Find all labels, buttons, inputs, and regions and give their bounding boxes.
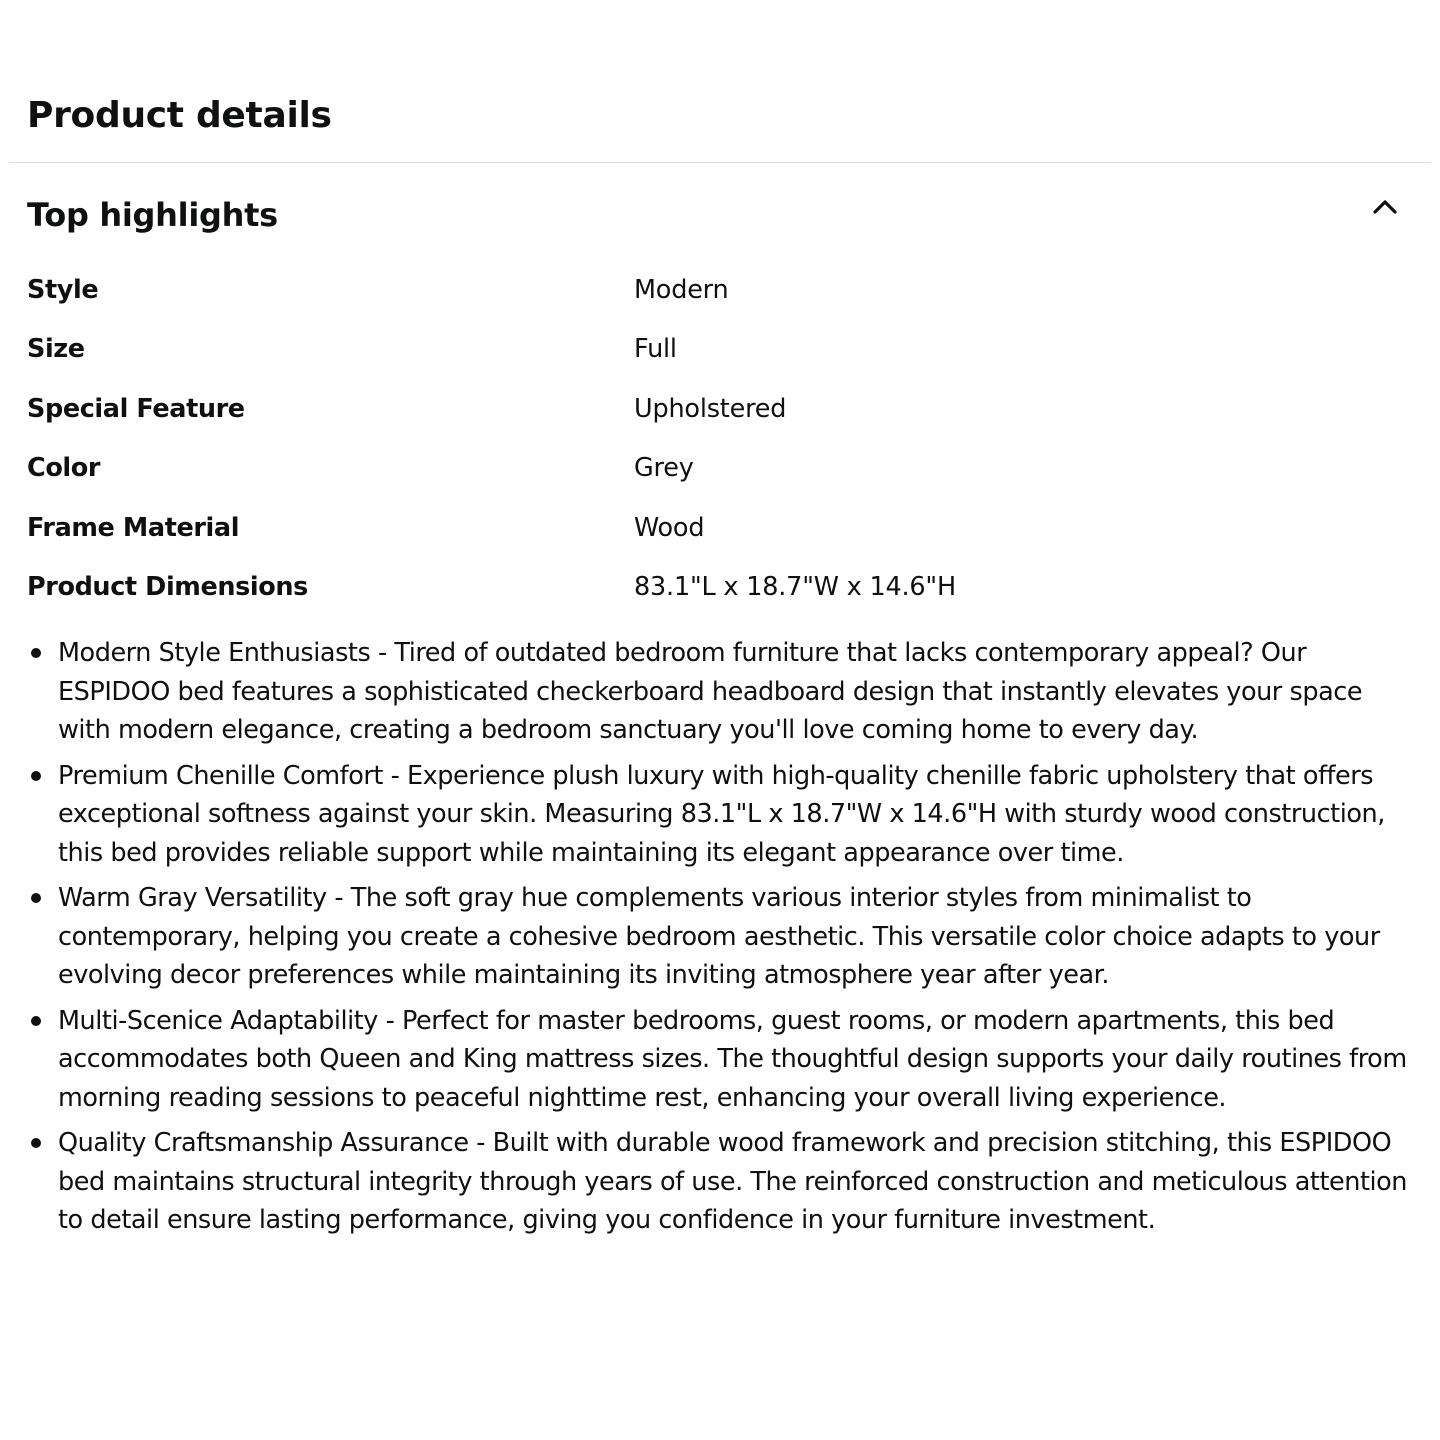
feature-bullet-text: Warm Gray Versatility - The soft gray hue complements various interior styles from minimalist to contemporary, helping you create a cohesive bedroom aesthetic. This versatile color choice adapts to your evolving decor preferences while maintaining its inviting atmosphere year after year. xyxy=(58,883,1380,990)
section-divider xyxy=(9,162,1431,163)
feature-bullet xyxy=(0,757,1415,873)
spec-row-frame-material xyxy=(27,500,1417,559)
bullet-dot-icon xyxy=(31,1016,41,1026)
feature-bullet-text: Quality Craftsmanship Assurance - Built with durable wood framework and precision stitching, this ESPIDOO bed maintains structural integrity through years of use. The reinforced construction and meticulous attention to detail ensure lasting performance, giving you confidence in your furniture investment. xyxy=(58,1128,1408,1235)
bullet-dot-icon xyxy=(31,771,41,781)
spec-label: Style xyxy=(27,275,99,305)
spec-value: Grey xyxy=(634,453,694,484)
spec-label: Frame Material xyxy=(27,512,240,543)
spec-label: Color xyxy=(27,453,101,484)
spec-label: Product Dimensions xyxy=(27,571,308,602)
feature-bullet-list xyxy=(0,634,1415,1247)
spec-value: Upholstered xyxy=(634,393,787,424)
spec-value: Modern xyxy=(634,275,729,305)
spec-row-color xyxy=(27,440,1417,499)
bullet-dot-icon xyxy=(31,893,41,903)
feature-bullet-text: Multi-Scenice Adaptability - Perfect for master bedrooms, guest rooms, or modern apartments, this bed accommodates both Queen and King mattress sizes. The thoughtful design supports your daily routines from morning reading sessions to peaceful nighttime rest, enhancing your overall living experience. xyxy=(58,1005,1407,1113)
feature-bullet xyxy=(0,1124,1415,1240)
spec-value: 83.1"L x 18.7"W x 14.6"H xyxy=(634,571,956,602)
feature-bullet-text: Modern Style Enthusiasts - Tired of outdated bedroom furniture that lacks contemporary appeal? Our ESPIDOO bed features a sophisticated checkerboard headboard design that instantly elevates your space with modern elegance, creating a bedroom sanctuary you'll love coming home to every day. xyxy=(58,638,1363,745)
spec-row-product-dimensions xyxy=(27,559,1417,618)
feature-bullet xyxy=(0,879,1415,995)
spec-value: Full xyxy=(634,334,677,365)
feature-bullet xyxy=(0,1002,1415,1118)
bullet-dot-icon xyxy=(31,648,41,658)
spec-value: Wood xyxy=(634,512,705,543)
feature-bullet-text: Premium Chenille Comfort - Experience plush luxury with high-quality chenille fabric upholstery that offers exceptional softness against your skin. Measuring 83.1"L x 18.7"W x 14.6"H with sturdy wood construction, this bed provides reliable support while maintaining its elegant appearance over time. xyxy=(58,760,1385,868)
spec-row-style xyxy=(27,262,1417,321)
top-highlights-toggle[interactable] xyxy=(0,190,1440,242)
spec-label: Special Feature xyxy=(27,393,245,424)
spec-row-special-feature xyxy=(27,381,1417,440)
section-title: Top highlights xyxy=(27,196,278,234)
chevron-up-icon[interactable] xyxy=(1370,192,1400,222)
spec-label: Size xyxy=(27,334,85,365)
highlights-table xyxy=(27,262,1417,618)
bullet-dot-icon xyxy=(31,1138,41,1148)
page-title: Product details xyxy=(27,95,332,136)
spec-row-size xyxy=(27,321,1417,380)
feature-bullet xyxy=(0,634,1415,750)
